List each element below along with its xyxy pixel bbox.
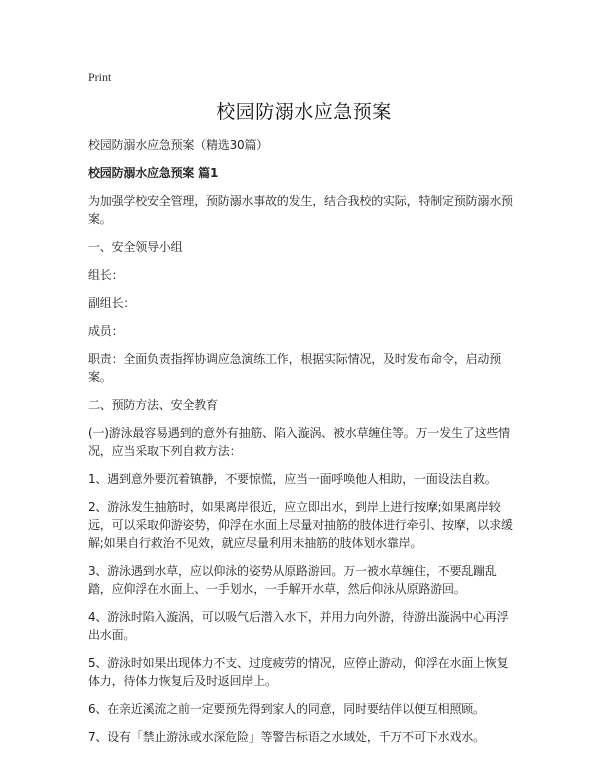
paragraph: 3、游泳遇到水草，应以仰泳的姿势从原路游回。万一被水草缠住，不要乱蹦乱踏，应仰浮在水面上、一手划水，一手解开水草，然后仰泳从原路游回。 — [88, 564, 497, 596]
paragraph: 职责：全面负责指挥协调应急演练工作，根据实际情况，及时发布命令，启动预案。 — [88, 352, 502, 384]
paragraph: 2、游泳发生抽筋时，如果离岸很近，应立即出水，到岸上进行按摩;如果离岸较远，可以采取仰游姿势，仰浮在水面上尽量对抽筋的肢体进行牵引、按摩，以求缓解;如果自行救治不见效，就应尽量利用未抽筋的肢体划水靠岸。 — [88, 500, 513, 550]
paragraph: (一)游泳最容易遇到的意外有抽筋、陷入漩涡、被水草缠住等。万一发生了这些情况，应当采取下列自救方法： — [88, 426, 510, 458]
paragraph: 二、预防方法、安全教育 — [88, 398, 218, 412]
paragraph: 5、游泳时如果出现体力不支、过度疲劳的情况，应停止游动，仰浮在水面上恢复体力，待体力恢复后及时返回岸上。 — [88, 656, 509, 688]
print-label[interactable]: Print — [88, 70, 112, 84]
paragraph: 6、在亲近溪流之前一定要预先得到家人的同意，同时要结伴以便互相照顾。 — [88, 702, 485, 716]
section-heading: 校园防溺水应急预案 篇1 — [88, 166, 219, 180]
document-subtitle: 校园防溺水应急预案（精选30篇） — [88, 138, 269, 152]
document-title: 校园防溺水应急预案 — [216, 101, 392, 123]
paragraph: 为加强学校安全管理，预防溺水事故的发生，结合我校的实际，特制定预防溺水预案。 — [88, 194, 513, 226]
paragraph: 7、设有「禁止游泳或水深危险」等警告标语之水域处，千万不可下水戏水。 — [88, 730, 485, 744]
paragraph: 一、安全领导小组 — [88, 240, 183, 254]
paragraph: 成员： — [88, 324, 124, 338]
paragraph: 1、遇到意外要沉着镇静，不要惊慌，应当一面呼唤他人相助，一面设法自救。 — [88, 472, 497, 486]
paragraph: 4、游泳时陷入漩涡，可以吸气后潜入水下，并用力向外游，待游出漩涡中心再浮出水面。 — [88, 610, 509, 642]
paragraph: 组长： — [88, 268, 124, 282]
document-page — [88, 70, 520, 756]
paragraph: 副组长： — [88, 296, 136, 310]
